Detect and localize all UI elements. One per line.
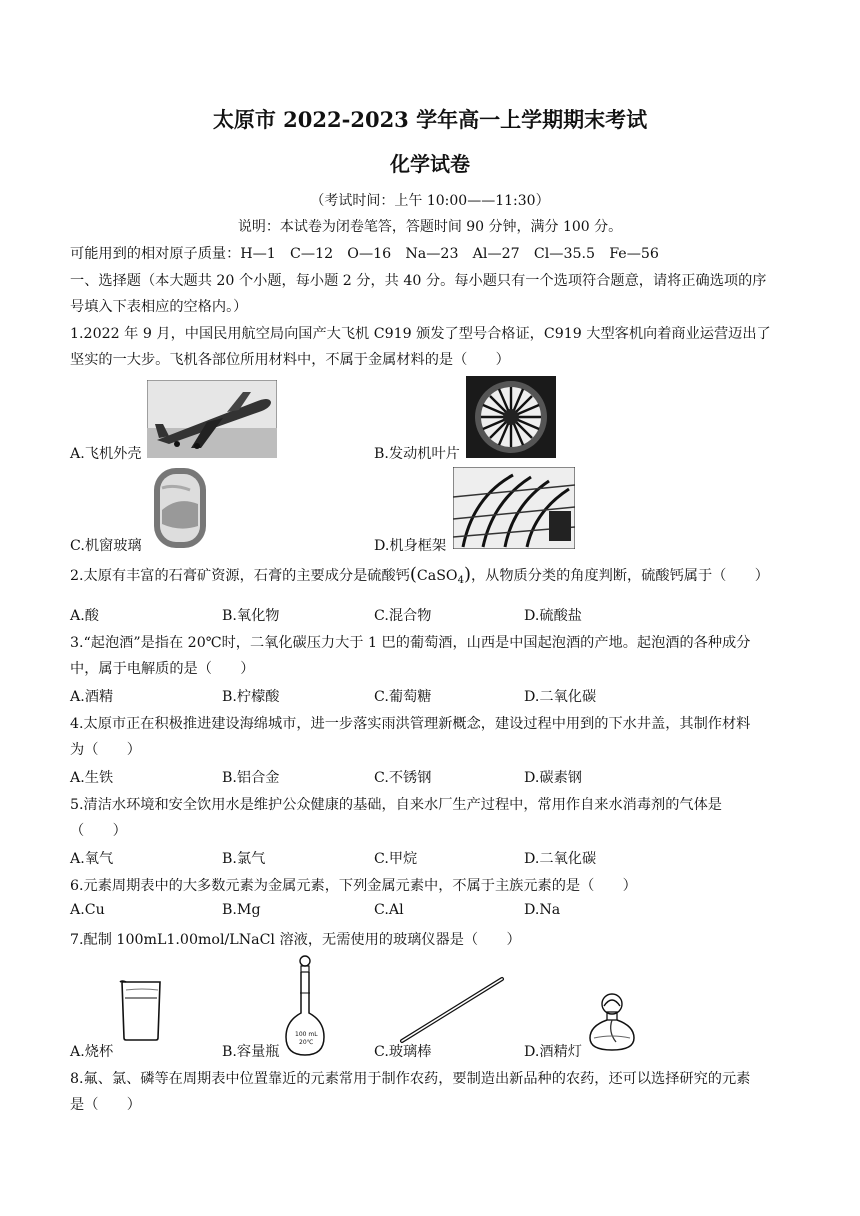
exam-title: 太原市 2022-2023 学年高一上学期期末考试 — [212, 107, 648, 132]
question-4-text: 4.太原市正在积极推进建设海绵城市，进一步落实雨洪管理新概念，建设过程中用到的下水井盖，其制作材料 — [70, 716, 751, 732]
q3-option-c: C.葡萄糖 — [374, 689, 432, 705]
question-2-text: 2.太原有丰富的石膏矿资源，石膏的主要成分是硫酸钙(CaSO$_4$)，从物质分类的角度判断，硫酸钙属于（ ） — [70, 564, 769, 586]
q2-option-c: C.混合物 — [374, 608, 432, 624]
section-1-heading-cont: 号填入下表相应的空格内。） — [70, 299, 248, 315]
q2-formula-subscript: 4 — [457, 575, 464, 586]
q2-option-a: A.酸 — [70, 608, 99, 624]
q3-option-b: B.柠檬酸 — [222, 689, 280, 705]
question-1-text: 1.2022 年 9 月，中国民用航空局向国产大飞机 C919 颁发了型号合格证，C919 大型客机向着商业运营迈出了 — [70, 326, 771, 342]
q2-formula: CaSO — [416, 568, 458, 584]
q2-text-after: ，从物质分类的角度判断，硫酸钙属于（ ） — [470, 568, 769, 584]
q4-option-c: C.不锈钢 — [374, 770, 432, 786]
q5-option-a: A.氧气 — [70, 851, 114, 867]
q6-option-b: B.Mg — [222, 902, 261, 918]
glass-rod-image — [396, 975, 508, 1045]
q6-option-a: A.Cu — [70, 902, 105, 918]
airplane-image — [147, 380, 277, 458]
question-5-text-cont: （ ） — [70, 823, 127, 839]
q5-option-c: C.甲烷 — [374, 851, 418, 867]
question-8-text-cont: 是（ ） — [70, 1097, 141, 1113]
q1-option-a: A.飞机外壳 — [70, 446, 142, 462]
q7-option-d: D.酒精灯 — [524, 1044, 582, 1060]
q2-text-before: 2.太原有丰富的石膏矿资源，石膏的主要成分是硫酸钙 — [70, 568, 410, 584]
exam-instructions: 说明：本试卷为闭卷笔答，答题时间 90 分钟，满分 100 分。 — [237, 219, 623, 235]
window-glass-image — [150, 466, 210, 550]
question-8-text: 8.氟、氯、磷等在周期表中位置靠近的元素常用于制作农药，要制造出新品种的农药，还可以选择研究的元素 — [70, 1071, 751, 1087]
q1-option-c: C.机窗玻璃 — [70, 538, 142, 554]
q2-option-d: D.硫酸盐 — [524, 608, 582, 624]
question-3-text-cont: 中，属于电解质的是（ ） — [70, 661, 255, 677]
q7-option-a: A.烧杯 — [70, 1044, 114, 1060]
question-5-text: 5.清洁水环境和安全饮用水是维护公众健康的基础，自来水厂生产过程中，常用作自来水消毒剂的气体是 — [70, 797, 722, 813]
q4-option-b: B.铝合金 — [222, 770, 280, 786]
beaker-image — [118, 978, 164, 1042]
q2-option-b: B.氧化物 — [222, 608, 280, 624]
question-6-text: 6.元素周期表中的大多数元素为金属元素，下列金属元素中，不属于主族元素的是（ ） — [70, 878, 637, 894]
atomic-masses: 可能用到的相对原子质量：H—1 C—12 O—16 Na—23 Al—27 Cl—35.5 Fe—56 — [70, 246, 659, 262]
fuselage-frame-image — [453, 467, 575, 549]
q1-option-b: B.发动机叶片 — [374, 446, 460, 462]
question-1-text-cont: 坚实的一大步。飞机各部位所用材料中，不属于金属材料的是（ ） — [70, 352, 510, 368]
section-1-heading: 一、选择题（本大题共 20 个小题，每小题 2 分，共 40 分。每小题只有一个选项符合题意，请将正确选项的序 — [70, 273, 767, 289]
flask-label-temp: 20℃ — [299, 1039, 314, 1046]
exam-time: （考试时间：上午 10:00——11:30） — [310, 193, 550, 209]
question-7-text: 7.配制 100mL1.00mol/LNaCl 溶液，无需使用的玻璃仪器是（ ） — [70, 932, 521, 948]
exam-subtitle: 化学试卷 — [390, 152, 470, 176]
q6-option-d: D.Na — [524, 902, 561, 918]
q3-option-d: D.二氧化碳 — [524, 689, 597, 705]
question-3-text: 3.“起泡酒”是指在 20℃时，二氧化碳压力大于 1 巴的葡萄酒，山西是中国起泡酒的产地。起泡酒的各种成分 — [70, 635, 751, 651]
q6-option-c: C.Al — [374, 902, 404, 918]
q1-option-d: D.机身框架 — [374, 538, 447, 554]
q7-option-c: C.玻璃棒 — [374, 1044, 432, 1060]
q4-option-d: D.碳素钢 — [524, 770, 582, 786]
q4-option-a: A.生铁 — [70, 770, 114, 786]
flask-label-volume: 100 mL — [295, 1031, 318, 1038]
volumetric-flask-image — [282, 955, 328, 1059]
question-4-text-cont: 为（ ） — [70, 742, 141, 758]
q3-option-a: A.酒精 — [70, 689, 114, 705]
q7-option-b: B.容量瓶 — [222, 1044, 280, 1060]
q5-option-d: D.二氧化碳 — [524, 851, 597, 867]
engine-blade-image — [466, 376, 556, 458]
alcohol-lamp-image — [586, 992, 638, 1052]
q5-option-b: B.氯气 — [222, 851, 266, 867]
